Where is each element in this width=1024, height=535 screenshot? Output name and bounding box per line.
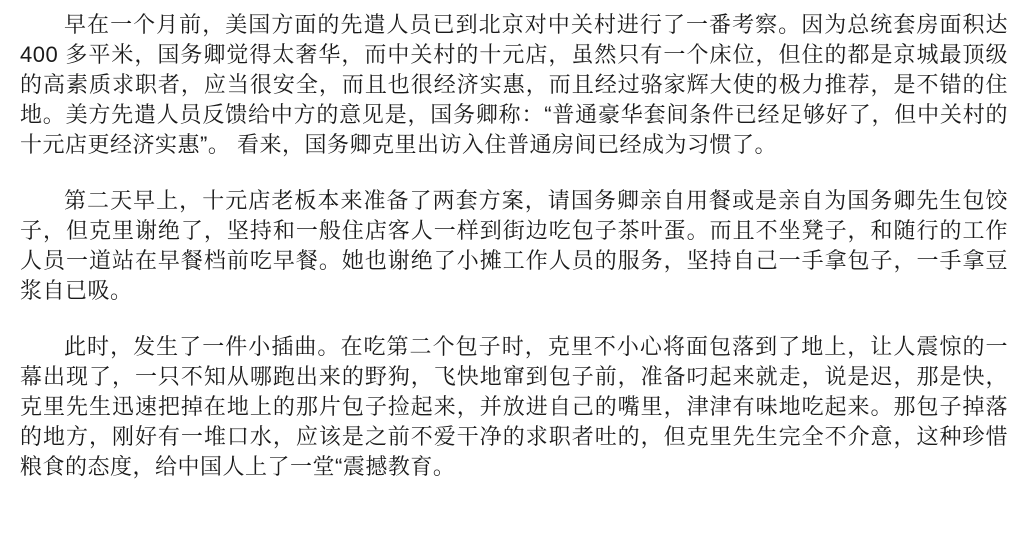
- article-text: [20, 10, 1008, 482]
- paragraph-3: 此时，发生了一件小插曲。在吃第二个包子时，克里不小心将面包落到了地上，让人震惊的一幕出现了，一只不知从哪跑出来的野狗，飞快地窜到包子前，准备叼起来就走，说是迟，那是快，克里先生迅速把掉在地上的那片包子捡起来，并放进自己的嘴里，津津有味地吃起来。那包子掉落的地方，刚好有一堆口水，应该是之前不爱干净的求职者吐的，但克里先生完全不介意，这种珍惜粮食的态度，给中国人上了一堂“震撼教育。: [20, 334, 1008, 479]
- paragraph-2: 第二天早上，十元店老板本来准备了两套方案，请国务卿亲自用餐或是亲自为国务卿先生包饺子，但克里谢绝了，坚持和一般住店客人一样到街边吃包子茶叶蛋。而且不坐凳子，和随行的工作人员一道站在早餐档前吃早餐。她也谢绝了小摊工作人员的服务，坚持自己一手拿包子，一手拿豆浆自已吸。: [20, 188, 1008, 303]
- paragraph-1: 早在一个月前，美国方面的先遣人员已到北京对中关村进行了一番考察。因为总统套房面积达400 多平米，国务卿觉得太奢华，而中关村的十元店，虽然只有一个床位，但住的都是京城最顶级的高素质求职者，应当很安全，而且也很经济实惠，而且经过骆家辉大使的极力推荐，是不错的住地。美方先遣人员反馈给中方的意见是，国务卿称：“普通豪华套间条件已经足够好了，但中关村的十元店更经济实惠”。 看来，国务卿克里出访入住普通房间已经成为习惯了。: [20, 12, 1008, 157]
